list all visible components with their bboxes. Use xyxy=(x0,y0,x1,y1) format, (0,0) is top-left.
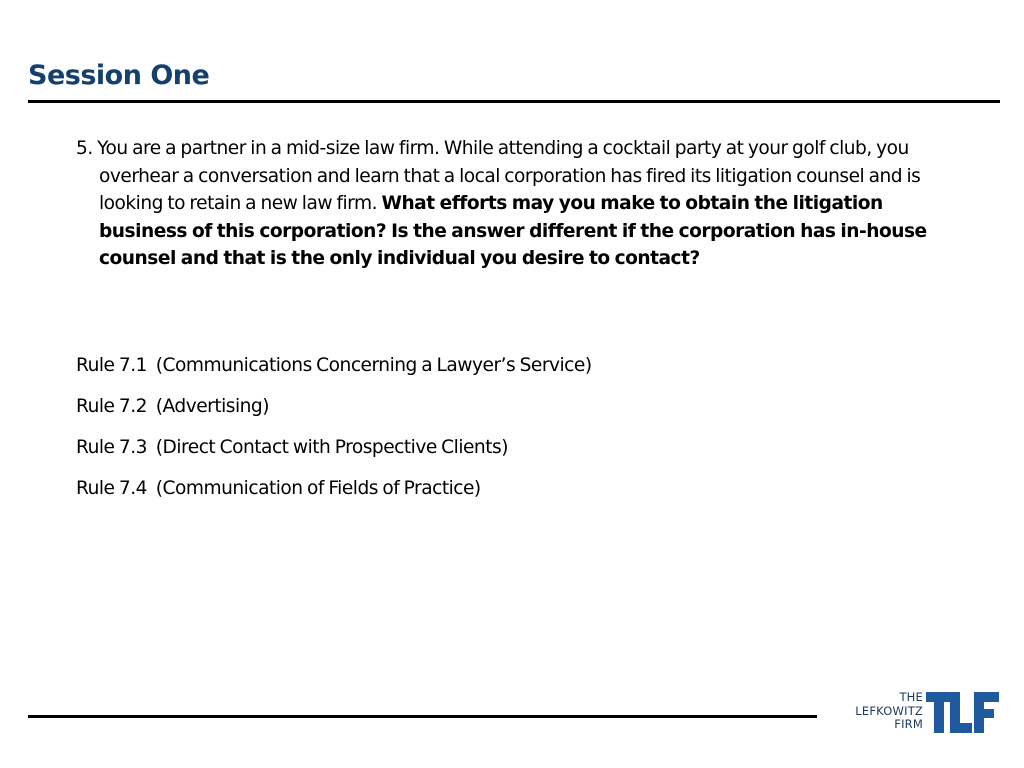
rule-item: Rule 7.4 (Communication of Fields of Practice) xyxy=(76,478,481,499)
logo-line-the: THE xyxy=(899,690,923,704)
question-paragraph xyxy=(76,135,959,273)
slide-title: Session One xyxy=(28,60,210,91)
firm-logo xyxy=(838,690,1000,736)
rule-item: Rule 7.2 (Advertising) xyxy=(76,396,269,417)
rule-item: Rule 7.1 (Communications Concerning a Lawyer’s Service) xyxy=(76,355,592,376)
question-text: 5. You are a partner in a mid-size law firm. While attending a cocktail party at your golf club, you overhear a conversation and learn that a local corporation has fired its litigation counsel and is looking to retain a new law firm. xyxy=(76,138,921,214)
question-emphasis: What efforts may you make to obtain the litigation business of this corporation? Is the answer different if the corporation has in-house counsel and that is the only individual you desire to contact? xyxy=(99,193,927,269)
tlf-logo-mark-icon xyxy=(926,690,1000,734)
logo-line-lefkowitz: LEFKOWITZ xyxy=(855,703,923,718)
title-divider xyxy=(28,100,1000,103)
logo-line-firm: FIRM xyxy=(894,717,923,731)
logo-wordmark xyxy=(855,691,923,732)
footer-divider xyxy=(28,715,817,718)
rule-item: Rule 7.3 (Direct Contact with Prospective Clients) xyxy=(76,437,508,458)
rule-list xyxy=(76,352,592,516)
